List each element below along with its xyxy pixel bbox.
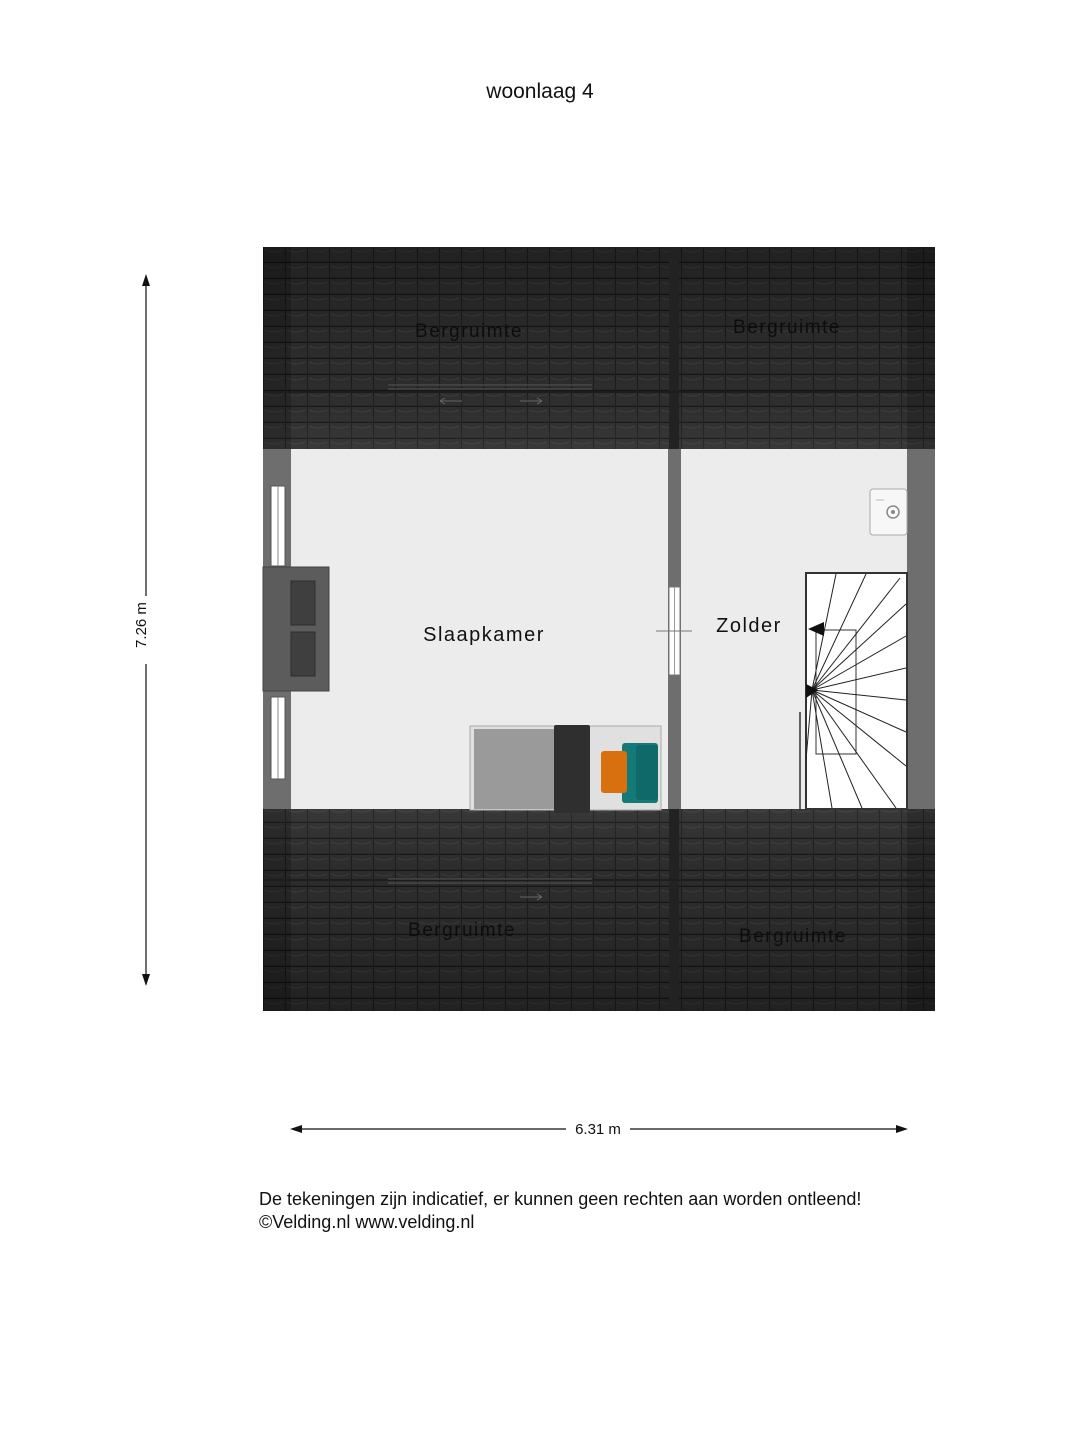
floor-title: woonlaag 4 bbox=[486, 80, 594, 103]
label-zolder: Zolder bbox=[716, 615, 782, 637]
chimney-block bbox=[263, 567, 329, 691]
label-bergruimte-top-left: Bergruimte bbox=[415, 321, 523, 342]
label-bergruimte-top-right: Bergruimte bbox=[733, 317, 841, 338]
roof-top bbox=[263, 247, 935, 449]
dimension-width bbox=[290, 1121, 908, 1138]
dimension-height bbox=[133, 274, 150, 986]
dimension-height-label: 7.26 m bbox=[133, 602, 150, 648]
window-lower bbox=[271, 697, 285, 779]
disclaimer-text: De tekeningen zijn indicatief, er kunnen geen rechten aan worden ontleend! bbox=[259, 1189, 862, 1209]
window-upper bbox=[271, 486, 285, 566]
roof-bottom bbox=[263, 809, 935, 1011]
footer bbox=[259, 1188, 861, 1234]
label-bergruimte-bottom-left: Bergruimte bbox=[408, 920, 516, 941]
label-bergruimte-bottom-right: Bergruimte bbox=[739, 926, 847, 947]
dimension-width-label: 6.31 m bbox=[575, 1121, 621, 1138]
copyright-text: ©Velding.nl www.velding.nl bbox=[259, 1212, 475, 1232]
boiler-icon bbox=[870, 489, 907, 535]
bed bbox=[470, 725, 661, 813]
staircase bbox=[800, 573, 907, 809]
label-slaapkamer: Slaapkamer bbox=[423, 624, 545, 646]
right-wall bbox=[907, 449, 935, 809]
